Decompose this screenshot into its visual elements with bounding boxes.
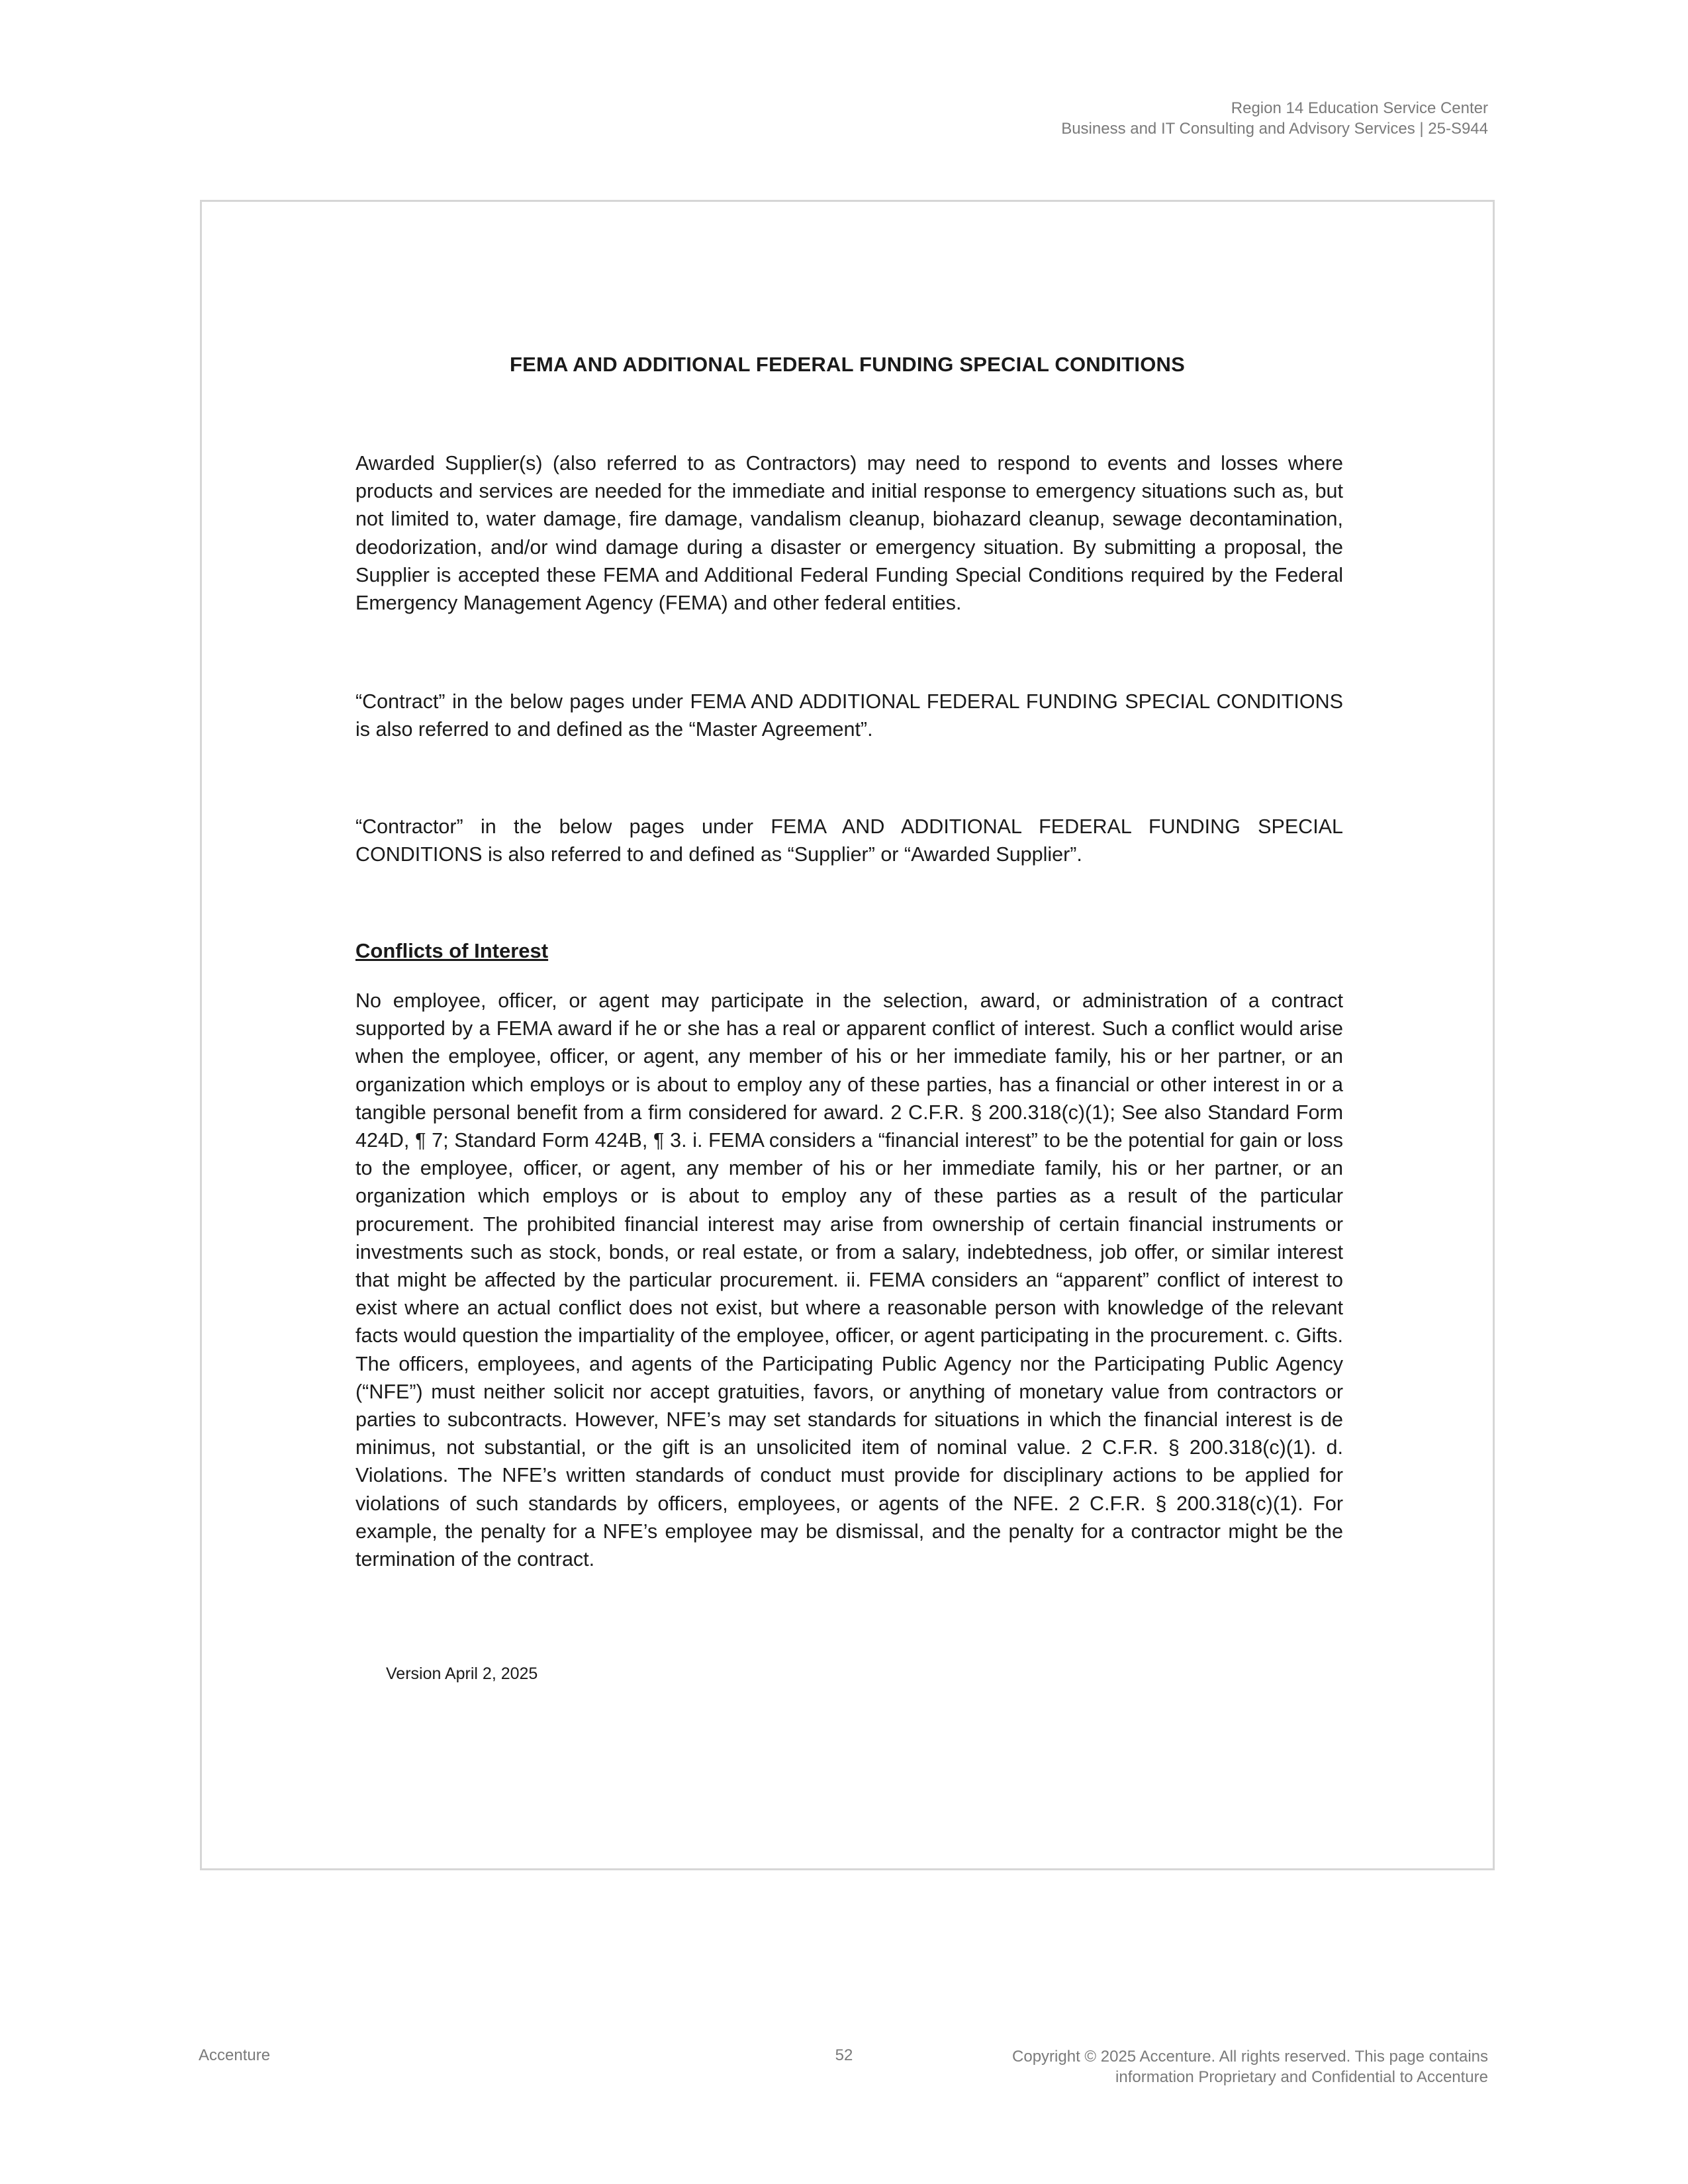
intro-paragraph: Awarded Supplier(s) (also referred to as Contractors) may need to respond to events and losses where products and services are needed for the immediate and initial response to emergency situations such as, but not limited to, water damage, fire damage, vandalism cleanup, biohazard cleanup, sewage decontamination, deodorization, and/or wind damage during a disaster or emergency situation. By submitting a proposal, the Supplier is accepted these FEMA and Additional Federal Funding Special Conditions required by the Federal Emergency Management Agency (FEMA) and other federal entities. — [355, 452, 1343, 615]
header-organization: Region 14 Education Service Center — [1231, 99, 1488, 117]
footer-company: Accenture — [199, 2046, 271, 2064]
conflicts-of-interest-paragraph: No employee, officer, or agent may participate in the selection, award, or administration of a contract supported by a FEMA award if he or she has a real or apparent conflict of interest. Such a conflict would arise when the employee, officer, or agent, any member of his or her immediate family, his or her partner, or an organization which employs or is about to employ any of these parties, has a financial or other interest in or a tangible personal benefit from a firm considered for award. 2 C.F.R. § 200.318(c)(1); See also Standard Form 424D, ¶ 7; Standard Form 424B, ¶ 3. i. FEMA considers a “financial interest” to be the potential for gain or loss to the employee, officer, or agent, any member of his or her immediate family, his or her partner, or an organization which employs or is about to employ any of these parties as a result of the particular procurement. The prohibited financial interest may arise from ownership of certain financial instruments or investments such as stock, bonds, or real estate, or from a salary, indebtedness, job offer, or similar interest that might be affected by the particular procurement. ii. FEMA considers an “apparent” conflict of interest to exist where an actual conflict does not exist, but where a reasonable person with knowledge of the relevant facts would question the impartiality of the employee, officer, or agent participating in the procurement. c. Gifts. The officers, employees, and agents of the Participating Public Agency nor the Participating Public Agency (“NFE”) must neither solicit nor accept gratuities, favors, or anything of monetary value from contractors or parties to subcontracts. However, NFE’s may set standards for situations in which the financial interest is de minimus, not substantial, or the gift is an unsolicited item of nominal value. 2 C.F.R. § 200.318(c)(1). d. Violations. The NFE’s written standards of conduct must provide for disciplinary actions to be applied for violations of such standards by officers, employees, or agents of the NFE. 2 C.F.R. § 200.318(c)(1). For example, the penalty for a NFE’s employee may be dismissal, and the penalty for a contractor might be the termination of the contract. — [355, 989, 1343, 1571]
contractor-definition-paragraph: “Contractor” in the below pages under FEMA AND ADDITIONAL FEDERAL FUNDING SPECIAL CONDITIONS is also referred to and defined as “Supplier” or “Awarded Supplier”. — [355, 815, 1343, 866]
copyright-line-2: information Proprietary and Confidential to Accenture — [1115, 2068, 1488, 2086]
conflicts-of-interest-heading: Conflicts of Interest — [355, 939, 549, 962]
page-number: 52 — [835, 2046, 853, 2064]
copyright-line-1: Copyright © 2025 Accenture. All rights reserved. This page contains — [1012, 2048, 1488, 2066]
contract-definition-paragraph: “Contract” in the below pages under FEMA AND ADDITIONAL FEDERAL FUNDING SPECIAL CONDITIONS is also referred to and defined as the “Master Agreement”. — [355, 690, 1343, 741]
header-project: Business and IT Consulting and Advisory Services | 25-S944 — [1061, 120, 1488, 138]
embedded-document-frame — [200, 200, 1495, 1870]
version-label: Version April 2, 2025 — [386, 1664, 538, 1683]
page-header — [1061, 98, 1488, 139]
document-title: FEMA AND ADDITIONAL FEDERAL FUNDING SPECIAL CONDITIONS — [509, 353, 1186, 376]
footer-copyright — [1012, 2046, 1488, 2087]
